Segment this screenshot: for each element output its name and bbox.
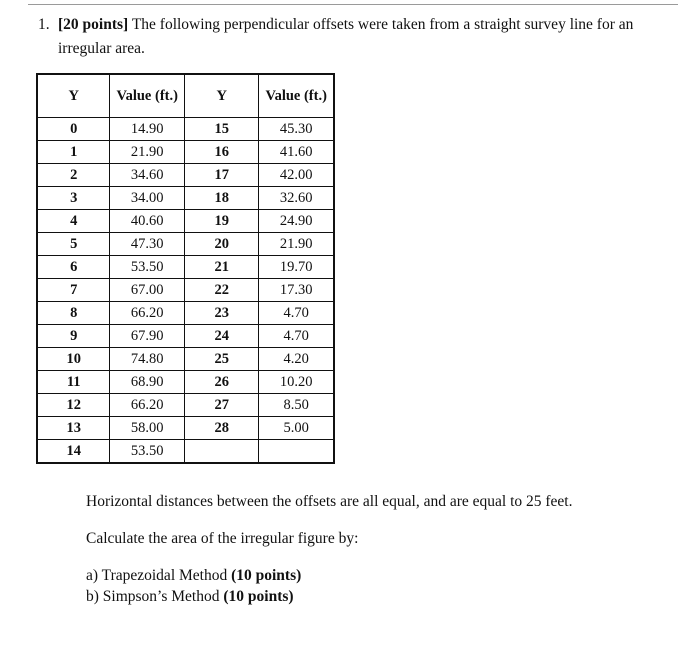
table-row [37, 118, 334, 141]
table-row [37, 256, 334, 279]
question-body: The following perpendicular offsets were taken from a straight survey line for an irregular area. [58, 16, 634, 57]
header-y-2: Y [185, 74, 259, 118]
cell-y: 4 [37, 210, 110, 233]
cell-value: 4.20 [259, 348, 334, 371]
offsets-table [36, 73, 335, 464]
cell-value: 42.00 [259, 164, 334, 187]
header-value-2: Value (ft.) [259, 74, 334, 118]
table-row [37, 348, 334, 371]
cell-y: 17 [185, 164, 259, 187]
table-row [37, 440, 334, 464]
method-name: Trapezoidal Method [101, 567, 228, 584]
cell-y: 20 [185, 233, 259, 256]
instruction-text: Calculate the area of the irregular figure by: [86, 530, 359, 547]
cell-y: 5 [37, 233, 110, 256]
table-row [37, 302, 334, 325]
table-row [37, 233, 334, 256]
cell-y: 8 [37, 302, 110, 325]
table-row [37, 164, 334, 187]
cell-value: 67.00 [110, 279, 185, 302]
cell-value: 14.90 [110, 118, 185, 141]
cell-y: 7 [37, 279, 110, 302]
cell-value: 21.90 [259, 233, 334, 256]
cell-value: 19.70 [259, 256, 334, 279]
cell-y: 6 [37, 256, 110, 279]
cell-value: 10.20 [259, 371, 334, 394]
method-item-simpson [86, 586, 301, 607]
cell-value: 32.60 [259, 187, 334, 210]
top-divider [28, 4, 678, 5]
cell-value: 4.70 [259, 325, 334, 348]
cell-y: 15 [185, 118, 259, 141]
cell-y: 16 [185, 141, 259, 164]
table-row [37, 325, 334, 348]
cell-value: 47.30 [110, 233, 185, 256]
cell-value: 53.50 [110, 440, 185, 464]
table-row [37, 187, 334, 210]
method-letter: a) [86, 567, 99, 584]
method-letter: b) [86, 588, 99, 605]
table-row [37, 394, 334, 417]
cell-y: 11 [37, 371, 110, 394]
table-header-row [37, 74, 334, 118]
header-value-1: Value (ft.) [110, 74, 185, 118]
cell-y: 21 [185, 256, 259, 279]
cell-value: 34.60 [110, 164, 185, 187]
table-row [37, 141, 334, 164]
cell-y: 28 [185, 417, 259, 440]
cell-value: 40.60 [110, 210, 185, 233]
cell-value: 67.90 [110, 325, 185, 348]
cell-y: 25 [185, 348, 259, 371]
method-list [86, 565, 301, 607]
method-item-trapezoidal [86, 565, 301, 586]
cell-value: 4.70 [259, 302, 334, 325]
cell-y: 23 [185, 302, 259, 325]
cell-value: 58.00 [110, 417, 185, 440]
distance-note: Horizontal distances between the offsets are all equal, and are equal to 25 feet. [86, 493, 573, 510]
cell-y: 18 [185, 187, 259, 210]
cell-y: 27 [185, 394, 259, 417]
cell-y: 13 [37, 417, 110, 440]
method-points: (10 points) [231, 567, 302, 584]
table-row [37, 417, 334, 440]
cell-value: 24.90 [259, 210, 334, 233]
cell-value: 17.30 [259, 279, 334, 302]
question-text [38, 13, 678, 61]
cell-y: 3 [37, 187, 110, 210]
cell-y: 19 [185, 210, 259, 233]
cell-value: 21.90 [110, 141, 185, 164]
cell-y [185, 440, 259, 464]
table-row [37, 210, 334, 233]
cell-y: 2 [37, 164, 110, 187]
cell-value: 66.20 [110, 302, 185, 325]
cell-value: 41.60 [259, 141, 334, 164]
cell-value: 74.80 [110, 348, 185, 371]
header-y-1: Y [37, 74, 110, 118]
cell-value: 68.90 [110, 371, 185, 394]
method-points: (10 points) [223, 588, 294, 605]
cell-value: 5.00 [259, 417, 334, 440]
cell-y: 24 [185, 325, 259, 348]
cell-y: 1 [37, 141, 110, 164]
cell-y: 22 [185, 279, 259, 302]
cell-y: 10 [37, 348, 110, 371]
cell-y: 26 [185, 371, 259, 394]
question-number: 1. [38, 16, 50, 33]
cell-y: 14 [37, 440, 110, 464]
question-points: [20 points] [58, 16, 129, 33]
cell-y: 12 [37, 394, 110, 417]
table-row [37, 371, 334, 394]
cell-value [259, 440, 334, 464]
cell-value: 53.50 [110, 256, 185, 279]
cell-value: 45.30 [259, 118, 334, 141]
cell-y: 0 [37, 118, 110, 141]
table-body [37, 118, 334, 464]
method-name: Simpson’s Method [102, 588, 220, 605]
cell-value: 8.50 [259, 394, 334, 417]
table-row [37, 279, 334, 302]
cell-y: 9 [37, 325, 110, 348]
cell-value: 34.00 [110, 187, 185, 210]
cell-value: 66.20 [110, 394, 185, 417]
